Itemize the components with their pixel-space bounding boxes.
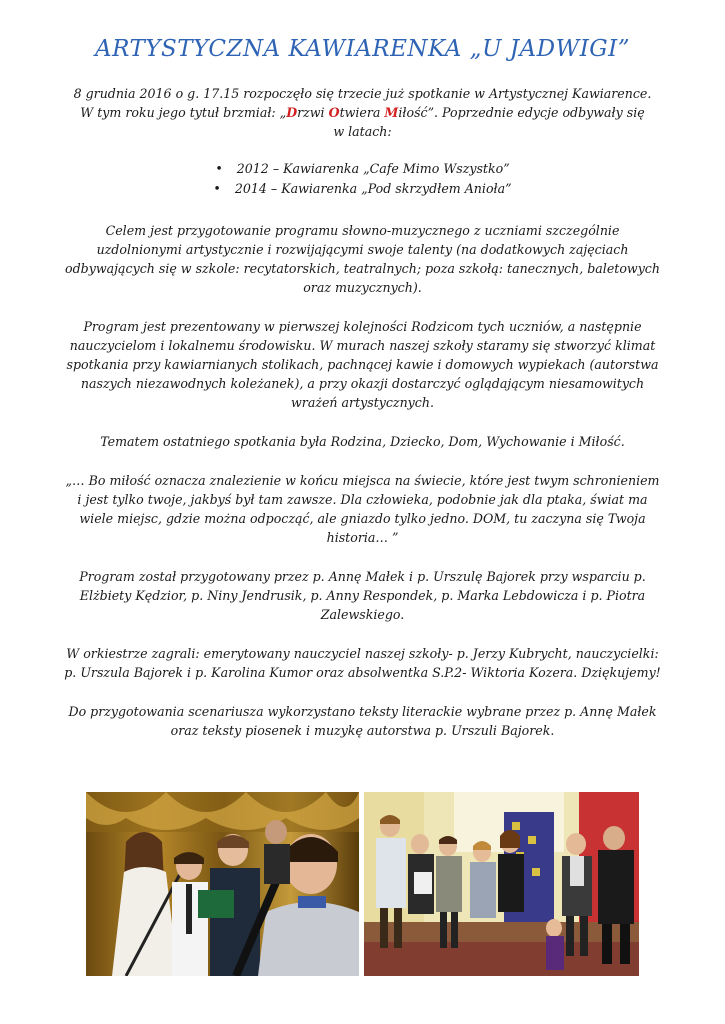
list-item — [62, 159, 663, 179]
goal-paragraph: Celem jest przygotowanie programu słowno-muzycznego z uczniami szczególnie uzdolnionymi artystycznie i rozwijającymi swoje talenty (na dodatkowych zajęciach odbywających się w szkole: recytatorskich, teatralnych; poza szkołą: tanecznych, baletowych oraz muzycznych). — [65, 223, 660, 295]
quote-paragraph: „… Bo miłość oznacza znalezienie w końcu miejsca na świecie, które jest twym schronieniem i jest tylko twoje, jakbyś był tam zawsze. Dla człowieka, podobnie jak dla ptaka, świat ma wiele miejsc, gdzie można odpocząć, ale gniazdo tylko jedno. DOM, tu zaczyna się Twoja historia… ” — [65, 473, 660, 545]
intro-word-rest-d: rzwi — [297, 105, 329, 120]
group-photo — [364, 792, 639, 976]
intro-line-2-prefix: W tym roku jego tytuł brzmiał: „ — [80, 105, 287, 120]
intro-line-1: 8 grudnia 2016 o g. 17.15 rozpoczęło się trzecie już spotkanie w Artystycznej Kawiarence. — [73, 86, 652, 101]
accent-letter-d: D — [286, 105, 298, 120]
edition-text: 2012 – Kawiarenka „Cafe Mimo Wszystko” — [236, 161, 510, 176]
prepared-paragraph: Program został przygotowany przez p. Annę Małek i p. Urszulę Bajorek przy wsparciu p. Elżbiety Kędzior, p. Niny Jendrusik, p. Anny Respondek, p. Marka Lebdowicza i p. Piotra Zalewskiego. — [79, 569, 646, 622]
intro-paragraph — [62, 84, 663, 141]
orchestra-paragraph: W orkiestrze zagrali: emerytowany nauczyciel naszej szkoły- p. Jerzy Kubrycht, nauczycielki: p. Urszula Bajorek i p. Karolina Kumor oraz absolwentka S.P.2- Wiktoria Kozera. Dziękujemy! — [64, 646, 661, 680]
bullet-icon: • — [213, 181, 221, 196]
theme-paragraph: Tematem ostatniego spotkania była Rodzina, Dziecko, Dom, Wychowanie i Miłość. — [100, 434, 625, 449]
accent-letter-m: M — [384, 105, 399, 120]
intro-line-3: w latach: — [333, 124, 392, 139]
script-paragraph: Do przygotowania scenariusza wykorzystano teksty literackie wybrane przez p. Annę Małek oraz teksty piosenek i muzykę autorstwa p. Urszuli Bajorek. — [68, 704, 657, 738]
stage-performance-photo — [86, 792, 359, 976]
page-title: ARTYSTYCZNA KAWIARENKA „U JADWIGI” — [94, 36, 631, 62]
accent-letter-o: O — [328, 105, 340, 120]
edition-text: 2014 – Kawiarenka „Pod skrzydłem Anioła” — [234, 181, 512, 196]
intro-word-rest-o: twiera — [339, 105, 385, 120]
bullet-icon: • — [215, 161, 223, 176]
intro-word-rest-m: iłość”. Poprzednie edycje odbywały się — [398, 105, 645, 120]
program-paragraph: Program jest prezentowany w pierwszej kolejności Rodzicom tych uczniów, a następnie nauczycielom i lokalnemu środowisku. W murach naszej szkoły staramy się stworzyć klimat spotkania przy kawiarnianych stolikach, pachnącej kawie i domowych wypiekach (autorstwa naszych niezawodnych koleżanek), a przy okazji dostarczyć oglądającym niesamowitych wrażeń artystycznych. — [66, 319, 659, 410]
editions-list — [62, 159, 663, 199]
list-item — [62, 179, 663, 199]
photo-strip — [86, 792, 639, 976]
